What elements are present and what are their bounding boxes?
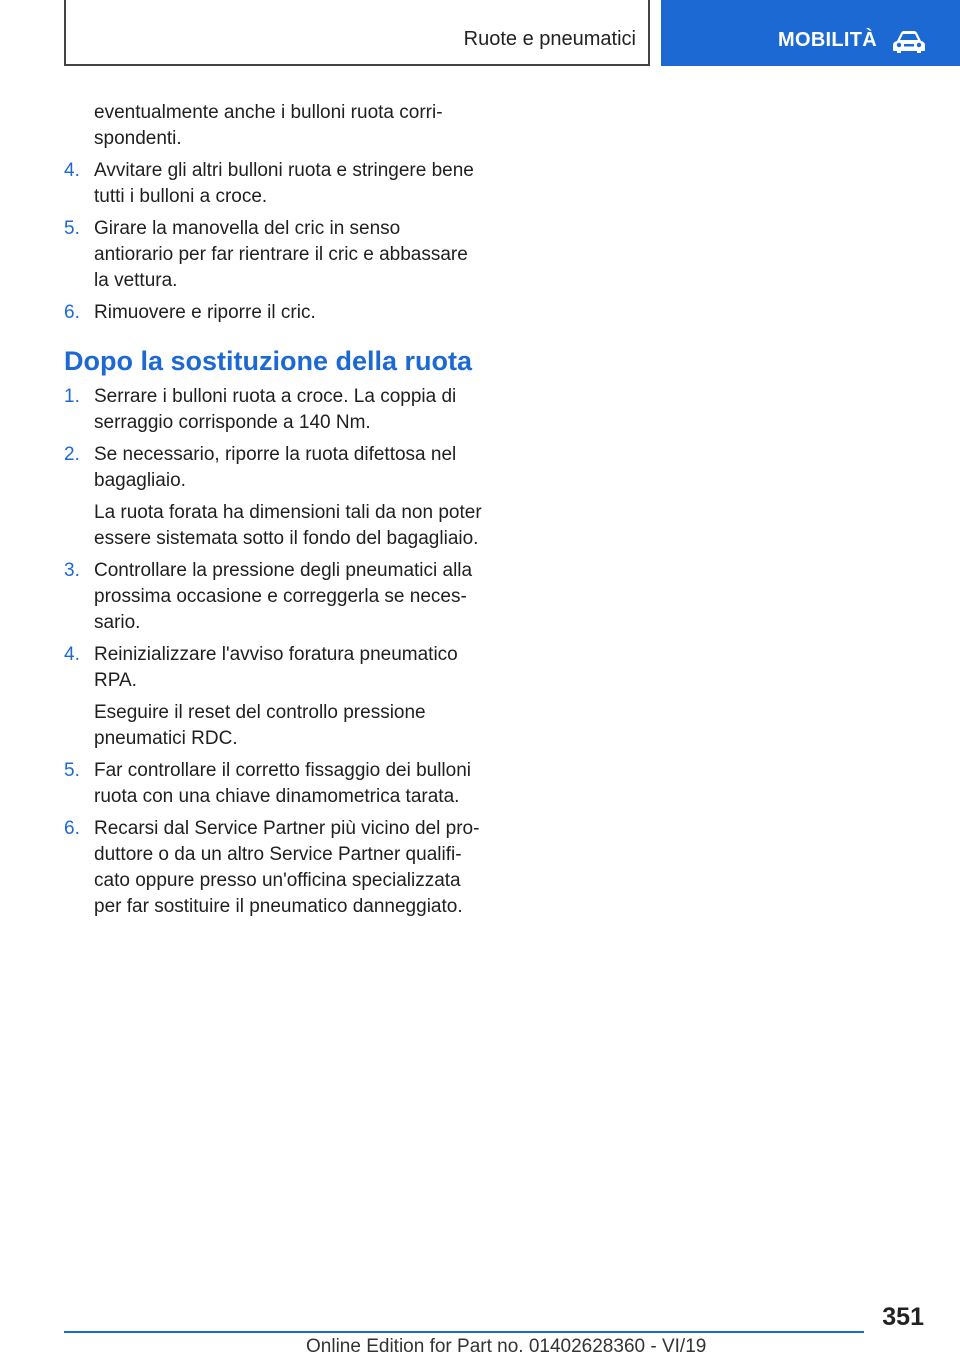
list-item [64, 558, 484, 636]
list-item [64, 642, 484, 694]
list-item [64, 158, 484, 210]
step-number: 5. [64, 218, 80, 239]
list-item [64, 384, 484, 436]
list-item [64, 216, 484, 294]
list-item [64, 300, 484, 326]
step-text: Recarsi dal Service Partner più vicino del pro- duttore o da un altro Service Partner qualifi- cato oppure presso un'officina specializzata per far sostituire il pneumatico danneggiato. [94, 818, 480, 917]
step-text: Avvitare gli altri bulloni ruota e stringere bene tutti i bulloni a croce. [94, 160, 474, 207]
step-number: 5. [64, 760, 80, 781]
list-item [64, 816, 484, 920]
step-text: Girare la manovella del cric in senso antiorario per far rientrare il cric e abbassare la vettura. [94, 218, 468, 291]
list-item [64, 442, 484, 494]
step-text: Se necessario, riporre la ruota difettosa nel bagagliaio. [94, 444, 457, 491]
step-number: 4. [64, 644, 80, 665]
intro-continuation: eventualmente anche i bulloni ruota corri- spondenti. [94, 102, 443, 149]
step-number: 4. [64, 160, 80, 181]
edition-text: Online Edition for Part no. 01402628360 - VI/19 [306, 1336, 707, 1357]
step-text: Far controllare il corretto fissaggio dei bulloni ruota con una chiave dinamometrica tarata. [94, 760, 472, 807]
step-number: 6. [64, 818, 80, 839]
step-text: Rimuovere e riporre il cric. [94, 302, 316, 323]
header-chapter-box [661, 0, 960, 66]
car-icon [892, 30, 926, 54]
steps-list-a [64, 158, 484, 326]
list-item [64, 758, 484, 810]
step-number: 1. [64, 386, 80, 407]
chapter-title: MOBILITÀ [778, 29, 878, 51]
section-heading: Dopo la sostituzione della ruota [64, 346, 473, 376]
step-text: Serrare i bulloni ruota a croce. La coppia di serraggio corrisponde a 140 Nm. [94, 386, 457, 433]
step-number: 6. [64, 302, 80, 323]
steps-list-b [64, 384, 484, 920]
header-section-box [64, 0, 650, 66]
step-note: La ruota forata ha dimensioni tali da non poter essere sistemata sotto il fondo del bagagliaio. [94, 502, 482, 549]
step-text: Controllare la pressione degli pneumatici alla prossima occasione e correggerla se neces- sario. [94, 560, 473, 633]
main-content [64, 100, 484, 920]
section-title: Ruote e pneumatici [463, 28, 636, 50]
step-note: Eseguire il reset del controllo pressione pneumatici RDC. [94, 702, 426, 749]
step-number: 3. [64, 560, 80, 581]
step-number: 2. [64, 444, 80, 465]
step-text: Reinizializzare l'avviso foratura pneumatico RPA. [94, 644, 458, 691]
page-number: 351 [882, 1303, 924, 1331]
footer-divider [64, 1331, 864, 1333]
